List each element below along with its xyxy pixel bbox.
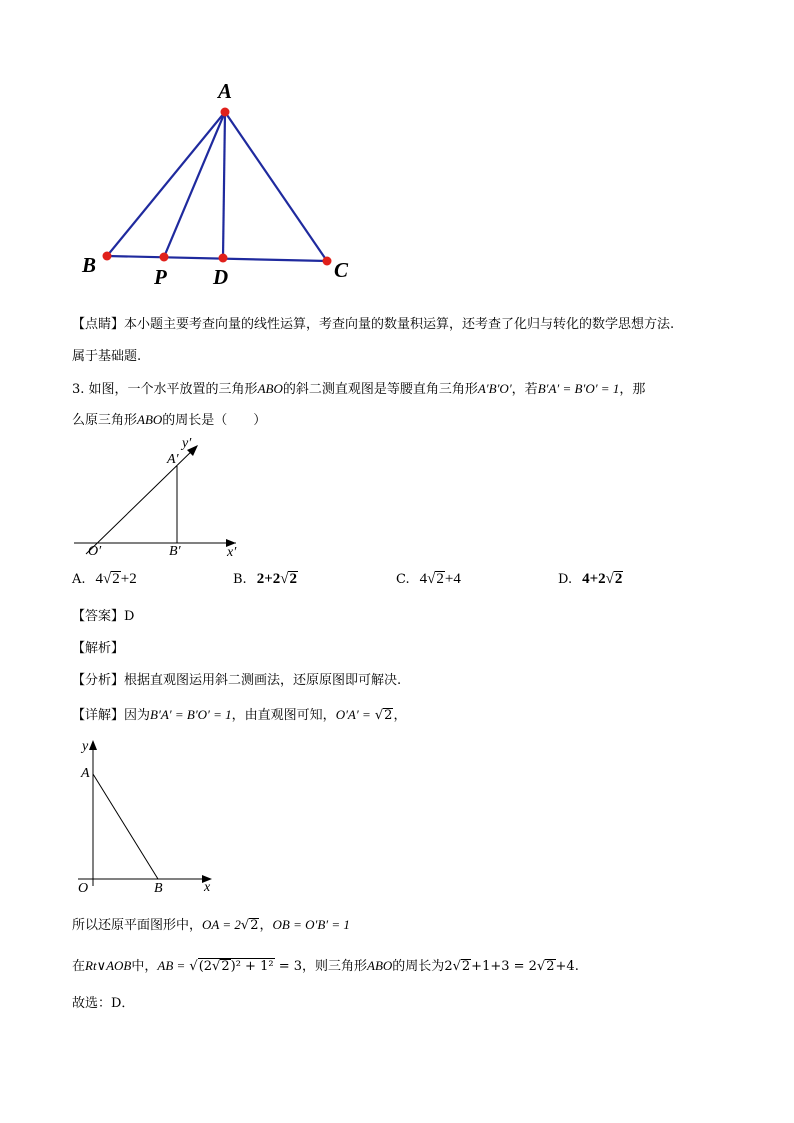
q3-text-2a: 么原三角形 bbox=[72, 413, 138, 428]
restore-line: 所以还原平面图形中，OA = 2√2，OB = O′B′ = 1 bbox=[72, 917, 350, 933]
option-b-letter: B. bbox=[233, 572, 247, 587]
fenxi-text: 根据直观图运用斜二测画法，还原原图即可解决. bbox=[124, 673, 402, 688]
rt-text-b: 中， bbox=[131, 959, 158, 974]
label-B: B bbox=[82, 253, 97, 277]
label-A-prime: A′ bbox=[167, 452, 179, 467]
option-c[interactable]: C. 4√2+4 bbox=[396, 571, 461, 587]
rt-big-radical: (2√2)² + 1² bbox=[198, 959, 274, 974]
answer-tag: 【答案】 bbox=[72, 609, 125, 624]
dianjing-text: 本小题主要考查向量的线性运算，考查向量的数量积运算，还考查了化归与转化的数学思想方法. bbox=[124, 317, 675, 332]
jiexi-heading: 【解析】 bbox=[72, 641, 125, 656]
rt-line: 在Rt∨AOB中，AB = √(2√2)² + 1² = 3，则三角形ABO的周长为2√2+1+3 = 2√2+4. bbox=[72, 958, 579, 974]
answer-value: D bbox=[124, 609, 135, 624]
rt-eq: = 3 bbox=[274, 959, 302, 974]
fenxi-tag: 【分析】 bbox=[72, 673, 125, 688]
label-O-prime: O′ bbox=[88, 544, 102, 559]
option-b[interactable]: B. 2+2√2 bbox=[233, 571, 297, 587]
xiangjie-condition: B′A′ = B′O′ = 1 bbox=[150, 707, 232, 722]
rt-p2: +1+3 = 2 bbox=[471, 959, 537, 974]
option-c-val2: +4 bbox=[444, 571, 461, 587]
restore-ob: OB = O′B′ = 1 bbox=[272, 917, 350, 932]
axis-label-x: x bbox=[204, 880, 211, 895]
option-d-radicand: 2 bbox=[614, 571, 623, 587]
answer-line bbox=[72, 608, 134, 626]
label-B-prime: B′ bbox=[169, 544, 181, 559]
rt-inner-b: )² + 1² bbox=[230, 959, 274, 974]
option-d-letter: D. bbox=[558, 572, 573, 587]
label-B-original: B bbox=[154, 881, 163, 896]
axis-label-x-prime: x′ bbox=[227, 545, 237, 560]
rt-ab: AB = bbox=[157, 958, 186, 973]
xiangjie-text-b: ，由直观图可知， bbox=[231, 708, 336, 723]
xiangjie-radicand: 2 bbox=[384, 708, 393, 723]
option-a-letter: A. bbox=[72, 572, 86, 587]
triangle-figure-1 bbox=[70, 78, 370, 293]
option-c-letter: C. bbox=[396, 572, 410, 587]
axis-label-y: y bbox=[82, 739, 89, 754]
xiangjie-line: 【详解】因为B′A′ = B′O′ = 1，由直观图可知，O′A′ = √2， bbox=[72, 707, 407, 723]
restore-text-b: ， bbox=[259, 918, 273, 933]
question-3-line-1 bbox=[72, 380, 645, 399]
rt-text-e: . bbox=[574, 959, 579, 974]
q3-text-1d: ，那 bbox=[619, 382, 646, 397]
rt-triangle: Rt∨AOB bbox=[85, 958, 132, 973]
option-a-val2: +2 bbox=[120, 571, 137, 587]
rt-text-c: ，则三角形 bbox=[302, 959, 368, 974]
rt-inner-radicand: 2 bbox=[221, 959, 230, 974]
restored-figure bbox=[70, 736, 220, 898]
dianjing-paragraph bbox=[72, 316, 674, 334]
option-a-radicand: 2 bbox=[112, 571, 120, 587]
xiangjie-tag: 【详解】 bbox=[72, 708, 125, 723]
label-C: C bbox=[334, 258, 349, 282]
q3-text-2b: 的周长是（ ） bbox=[162, 413, 267, 428]
option-b-radicand: 2 bbox=[289, 571, 297, 587]
fenxi-line bbox=[72, 672, 401, 690]
option-b-val1: 2+2 bbox=[256, 571, 281, 587]
rt-r1: 2 bbox=[461, 959, 471, 974]
question-number: 3. bbox=[72, 382, 89, 397]
rt-text-a: 在 bbox=[72, 959, 86, 974]
q3-text-1a: 如图，一个水平放置的三角形 bbox=[88, 382, 258, 397]
dianjing-tag: 【点睛】 bbox=[72, 317, 125, 332]
point-D bbox=[219, 254, 228, 263]
option-a-val1: 4 bbox=[95, 571, 104, 587]
rt-inner-a: (2 bbox=[198, 959, 213, 974]
q3-abo-2: ABO bbox=[137, 412, 163, 427]
point-C bbox=[323, 257, 332, 266]
xiangjie-text-a: 因为 bbox=[124, 708, 151, 723]
rt-r2: 2 bbox=[546, 959, 555, 974]
rt-p1: 2 bbox=[444, 959, 453, 974]
label-O-original: O bbox=[78, 881, 89, 896]
q3-condition: B′A′ = B′O′ = 1 bbox=[537, 381, 620, 396]
restore-oa: OA = 2 bbox=[202, 917, 241, 932]
xiangjie-text-c: ， bbox=[393, 708, 407, 723]
q3-abo-prime: A′B′O′ bbox=[477, 381, 512, 396]
dianjing-cont: 属于基础题. bbox=[72, 349, 142, 364]
guxuan-line: 故选：D． bbox=[72, 996, 135, 1011]
oblique-view-figure bbox=[70, 433, 250, 561]
rt-text-d: 的周长为 bbox=[392, 959, 445, 974]
label-A-original: A bbox=[81, 766, 90, 781]
rt-p3: +4 bbox=[555, 959, 575, 974]
restore-text-a: 所以还原平面图形中， bbox=[72, 918, 203, 933]
restore-radicand: 2 bbox=[250, 918, 259, 933]
label-P: P bbox=[154, 265, 167, 289]
option-d-val1: 4+2 bbox=[582, 571, 606, 587]
xiangjie-oa: O′A′ = bbox=[335, 707, 371, 722]
point-P bbox=[160, 253, 169, 262]
point-A bbox=[221, 108, 230, 117]
option-a[interactable]: A. 4√2+2 bbox=[72, 571, 137, 587]
question-3-line-2 bbox=[72, 411, 266, 430]
point-B bbox=[103, 252, 112, 261]
axis-label-y-prime: y′ bbox=[182, 436, 192, 451]
option-c-val1: 4 bbox=[419, 571, 428, 587]
rt-abo: ABO bbox=[367, 958, 393, 973]
option-c-radicand: 2 bbox=[436, 571, 444, 587]
label-A: A bbox=[218, 79, 233, 103]
label-D: D bbox=[213, 265, 229, 289]
q3-text-1b: 的斜二测直观图是等腰直角三角形 bbox=[282, 382, 478, 397]
q3-abo: ABO bbox=[257, 381, 283, 396]
q3-text-1c: ，若 bbox=[511, 382, 538, 397]
option-d[interactable]: D. 4+2√2 bbox=[558, 571, 623, 587]
